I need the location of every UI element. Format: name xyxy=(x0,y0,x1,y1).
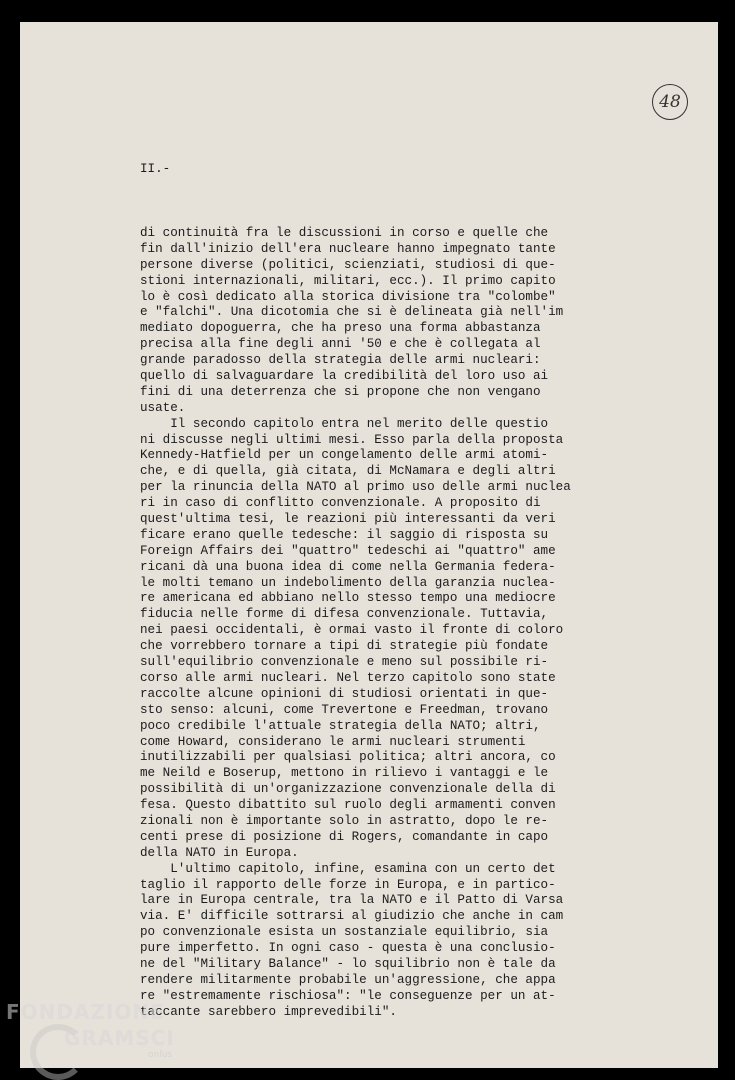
text-line: me Neild e Boserup, mettono in rilievo i vantaggi e le xyxy=(140,766,549,781)
text-line: nei paesi occidentali, è ormai vasto il fronte di coloro xyxy=(140,623,564,638)
text-line: fesa. Questo dibattito sul ruolo degli armamenti conven xyxy=(140,798,556,813)
text-line: raccolte alcune opinioni di studiosi orientati in que- xyxy=(140,686,549,701)
text-line: Il secondo capitolo entra nel merito delle questio xyxy=(140,416,549,431)
text-line: ri in caso di conflitto convenzionale. A proposito di xyxy=(140,496,541,511)
text-line: persone diverse (politici, scienziati, studiosi di que- xyxy=(140,257,556,272)
text-line: po convenzionale esista un sostanziale equilibrio, sia xyxy=(140,925,549,940)
text-line: Kennedy-Hatfield per un congelamento delle armi atomi- xyxy=(140,448,549,463)
watermark-line2: GRAMSCI xyxy=(64,1026,175,1050)
text-line: taccante sarebbero imprevedibili". xyxy=(140,1004,397,1019)
handwritten-page-number: 48 xyxy=(652,84,688,120)
section-heading: II.- xyxy=(140,162,171,176)
text-line: centi prese di posizione di Rogers, comandante in capo xyxy=(140,829,549,844)
text-line: mediato dopoguerra, che ha preso una forma abbastanza xyxy=(140,321,541,336)
text-line: pure imperfetto. In ogni caso - questa è una conclusio- xyxy=(140,941,556,956)
text-line: le molti temano un indebolimento della garanzia nuclea- xyxy=(140,575,556,590)
text-line: ni discusse negli ultimi mesi. Esso parla della proposta xyxy=(140,432,564,447)
text-line: per la rinuncia della NATO al primo uso delle armi nuclea xyxy=(140,480,571,495)
text-line: fiducia nelle forme di difesa convenzionale. Tuttavia, xyxy=(140,607,549,622)
text-line: fini di una deterrenza che si propone che non vengano xyxy=(140,384,541,399)
body-text xyxy=(140,226,640,1021)
watermark-line1: FONDAZIONE xyxy=(6,1000,165,1024)
text-line: che vorrebbero tornare a tipi di strategie più fondate xyxy=(140,639,549,654)
text-line: grande paradosso della strategia delle armi nucleari: xyxy=(140,353,541,368)
text-line: quello di salvaguardare la credibilità del loro uso ai xyxy=(140,369,549,384)
text-line: rendere militarmente probabile un'aggressione, che appa xyxy=(140,972,556,987)
text-line: di continuità fra le discussioni in corso e quelle che xyxy=(140,226,549,240)
text-line: possibilità di un'organizzazione convenzionale della di xyxy=(140,782,556,797)
text-line: come Howard, considerano le armi nucleari strumenti xyxy=(140,734,526,749)
text-line: sto senso: alcuni, come Trevertone e Freedman, trovano xyxy=(140,702,549,717)
text-line: inutilizzabili per qualsiasi politica; altri ancora, co xyxy=(140,750,556,765)
text-line: e "falchi". Una dicotomia che si è delineata già nell'im xyxy=(140,305,564,320)
text-line: della NATO in Europa. xyxy=(140,845,299,860)
text-line: taglio il rapporto delle forze in Europa, e in partico- xyxy=(140,877,556,892)
text-line: sull'equilibrio convenzionale e meno sul possibile ri- xyxy=(140,655,549,670)
text-line: re americana ed abbiano nello stesso tempo una mediocre xyxy=(140,591,556,606)
watermark xyxy=(6,1000,175,1050)
text-line: lo è così dedicato alla storica divisione tra "colombe" xyxy=(140,289,556,304)
text-line: poco credibile l'attuale strategia della NATO; altri, xyxy=(140,718,541,733)
text-line: che, e di quella, già citata, di McNamara e degli altri xyxy=(140,464,556,479)
document-page xyxy=(20,22,718,1068)
text-line: ficare erano quelle tedesche: il saggio di risposta su xyxy=(140,527,549,542)
text-line: via. E' difficile sottrarsi al giudizio che anche in cam xyxy=(140,909,564,924)
text-line: precisa alla fine degli anni '50 e che è collegata al xyxy=(140,337,541,352)
text-line: corso alle armi nucleari. Nel terzo capitolo sono state xyxy=(140,670,556,685)
text-line: ricani dà una buona idea di come nella Germania federa- xyxy=(140,559,556,574)
text-line: zionali non è importante solo in astratto, dopo le re- xyxy=(140,813,549,828)
text-line: fin dall'inizio dell'era nucleare hanno impegnato tante xyxy=(140,241,556,256)
text-line: L'ultimo capitolo, infine, esamina con un certo det xyxy=(140,861,556,876)
text-line: stioni internazionali, militari, ecc.). Il primo capito xyxy=(140,273,556,288)
text-line: lare in Europa centrale, tra la NATO e il Patto di Varsa xyxy=(140,893,564,908)
text-line: Foreign Affairs dei "quattro" tedeschi ai "quattro" ame xyxy=(140,543,556,558)
text-line: re "estremamente rischiosa": "le conseguenze per un at- xyxy=(140,988,556,1003)
watermark-small: onlus xyxy=(148,1050,173,1060)
text-line: quest'ultima tesi, le reazioni più interessanti da veri xyxy=(140,512,556,527)
text-line: usate. xyxy=(140,400,186,415)
text-line: ne del "Military Balance" - lo squilibrio non è tale da xyxy=(140,956,556,971)
